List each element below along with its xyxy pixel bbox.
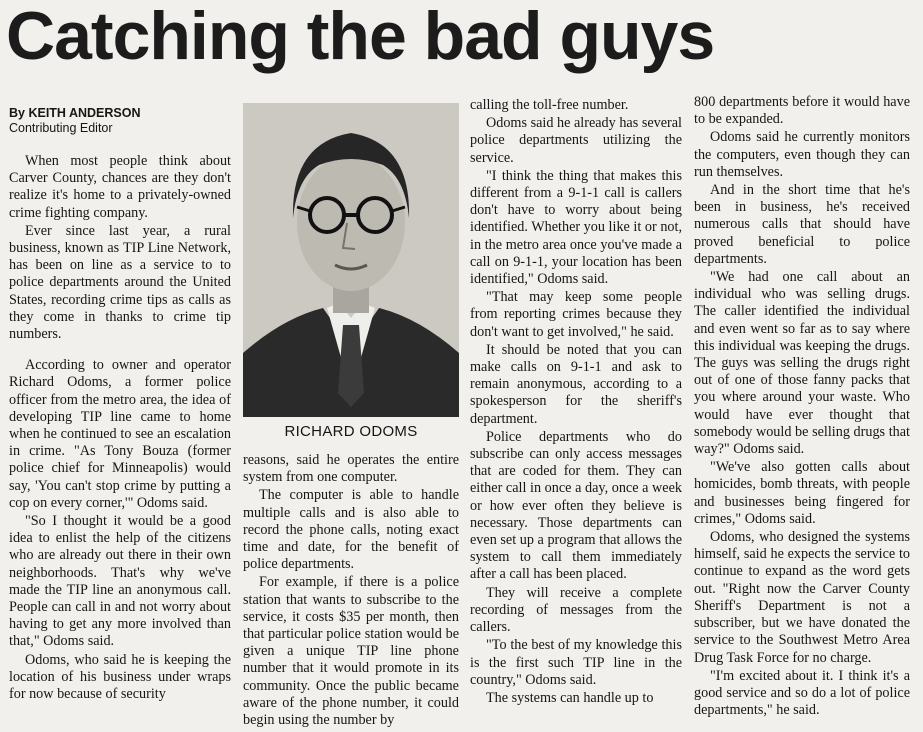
article-paragraph: Odoms, who said he is keeping the location of his business under wraps for now because of security (9, 651, 231, 703)
article-paragraph: It should be noted that you can make calls on 9-1-1 and ask to remain anonymous, according to a spokesperson for the sheriff's department. (470, 341, 682, 427)
article-paragraph: "I'm excited about it. I think it's a good service and so do a lot of police departments," he said. (694, 667, 910, 719)
byline-role: Contributing Editor (9, 121, 113, 135)
article-paragraph: Odoms, who designed the systems himself, said he expects the service to continue to expand as the word gets out. "Right now the Carver County Sheriff's Department is not a subscriber, but we have donated the service to the Southwest Metro Area Drug Task Force for no charge. (694, 529, 910, 666)
article-paragraph: According to owner and operator Richard Odoms, a former police officer from the metro area, the idea of developing TIP line came to home when he continued to see an escalation in crime. "As Tony Bouza (former police chief for Minneapolis) would say, 'You can't stop crime by putting a cop on every corner,'" Odoms said. (9, 357, 231, 511)
byline: By KEITH ANDERSON (9, 106, 141, 120)
article-column-4 (694, 94, 910, 732)
article-paragraph: Ever since last year, a rural business, known as TIP Line Network, has been on line as a service to to police departments around the United States, recording crime tips as calls as they come in thanks to crime tip numbers. (9, 222, 231, 343)
article-paragraph: The systems can handle up to (486, 689, 654, 706)
article-paragraph: Police departments who do subscribe can only access messages that are coded for them. They can either call in once a day, once a week or how ever often they believe is necessary. Those departments can even set up a program that allows the system to call them immediately after a call has been placed. (470, 428, 682, 583)
article-paragraph: "I think the thing that makes this different from a 9-1-1 call is callers don't have to worry about being identified. Whether you like it or not, in the metro area once you've made a call on 9-1-1, your location has been identified," Odoms said. (470, 167, 682, 288)
article-paragraph: For example, if there is a police station that wants to subscribe to the service, it costs $35 per month, then that particular police station would be given a unique TIP line phone number that it would promote in its community. Once the public became aware of the phone number, it could begin using the number by (243, 574, 459, 729)
article-paragraph: They will receive a complete recording of messages from the callers. (470, 584, 682, 636)
article-paragraph: "We had one call about an individual who was selling drugs. The caller identified the individual and even went so far as to say where this individual was keeping the drugs. The guys was selling the drugs right out of one of those fanny packs that you where around your waste. Who would have ever thought that somebody would be selling drugs that way?" Odoms said. (694, 269, 910, 458)
article-column-2 (243, 452, 459, 732)
article-paragraph: The computer is able to handle multiple calls and is also able to record the phone calls, noting exact time and date, for the benefit of police departments. (243, 487, 459, 573)
portrait-photo (243, 103, 459, 417)
article-paragraph: "That may keep some people from reporting crimes because they don't want to get involved," he said. (470, 289, 682, 340)
article-paragraph: reasons, said he operates the entire system from one computer. (243, 452, 459, 486)
article-paragraph: 800 departments before it would have to be expanded. (694, 94, 910, 128)
article-column-3 (470, 97, 682, 732)
article-paragraph: "So I thought it would be a good idea to enlist the help of the citizens who are already out there in their own neighborhoods. That's why we've made the TIP line an anonymous call. People can call in and not worry about having to get any more involved than that," Odoms said. (9, 513, 231, 650)
article-column-1 (9, 153, 231, 732)
article-paragraph: Odoms said he already has several police departments utilizing the service. (470, 115, 682, 166)
article-paragraph: "To the best of my knowledge this is the first such TIP line in the country," Odoms said. (470, 637, 682, 688)
headline: Catching the bad guys (6, 0, 715, 74)
article-paragraph: When most people think about Carver County, chances are they don't realize it's home to a privately-owned crime fighting company. (9, 153, 231, 221)
article-paragraph: calling the toll-free number. (470, 97, 629, 113)
portrait-illustration (243, 103, 459, 417)
photo-caption: RICHARD ODOMS (284, 423, 418, 440)
article-paragraph: And in the short time that he's been in business, he's received numerous calls that should have proved beneficial to police departments. (694, 182, 910, 267)
article-paragraph: "We've also gotten calls about homicides, bomb threats, with people and businesses being fingered for crimes," Odoms said. (694, 459, 910, 527)
article-paragraph: Odoms said he currently monitors the computers, even though they can run themselves. (694, 129, 910, 180)
